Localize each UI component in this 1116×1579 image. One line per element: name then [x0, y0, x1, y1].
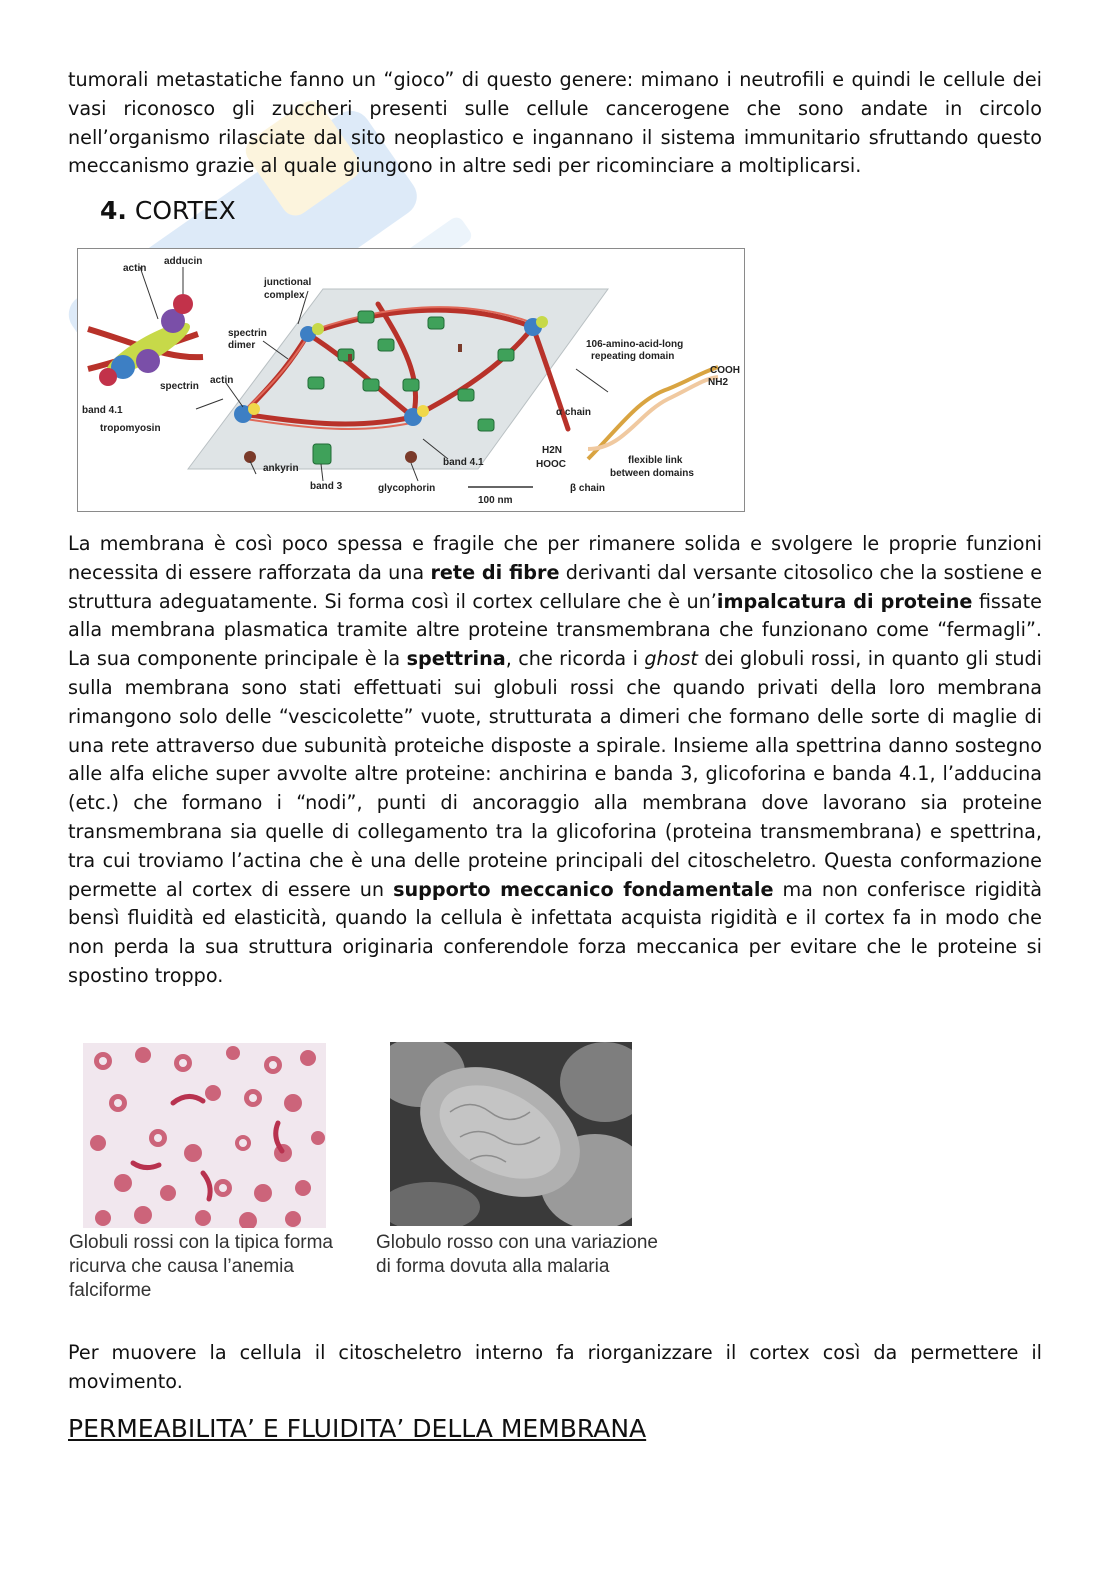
- caption-left-line-1: Globuli rossi con la tipica forma: [69, 1232, 333, 1253]
- label-flexible-1: flexible link: [628, 455, 683, 466]
- label-band41-left: band 4.1: [82, 405, 123, 416]
- label-spectrin-dimer-2: dimer: [228, 340, 256, 351]
- paragraph-movement: Per muovere la cellula il citoscheletro interno fa riorganizzare il cortex così da permettere il movimento.: [68, 1341, 1042, 1393]
- p2-text-3: fissate alla membrana plasmatica tramite altre proteine transmembrana che funzionano come “fermagli”. La sua componente principale è la: [68, 589, 1042, 671]
- label-repeating-1: 106-amino-acid-long: [586, 339, 684, 350]
- p2-text-6: ma non conferisce rigidità bensì fluidità ed elasticità, quando la cellula è infettata acquista rigidità e il cortex fa in modo che non perda la sua struttura originaria conferendole forza meccanica per evitare che le proteine si spostino troppo.: [68, 877, 1043, 987]
- malaria-cell-micrograph: [390, 1042, 632, 1226]
- label-repeating-2: repeating domain: [591, 351, 675, 362]
- label-band3: band 3: [310, 481, 343, 492]
- p2-text-5: dei globuli rossi, in quanto gli studi sulla membrana sono stati effettuati sui globuli rossi che quando privati della loro membrana rimangono solo delle “vescicolette” vuote, strutturata a dimeri che formano delle sorte di maglie di una rete attraverso due subunità proteiche disposte a spirale. Insieme alla spettrina danno sostegno alle alfa eliche super avvolte altre proteine: anchirina e banda 3, glicoforina e banda 4.1, l’adducina (etc.) che formano i “nodi”, punti di ancoraggio alla membrana dove lavorano sia proteine transmembrana sia quelle di collegamento tra la glicoforina (proteina transmembrana) e spettrina, tra cui troviamo l’actina che è una delle proteine principali del citoscheletro. Questa conformazione permette al cortex di essere un: [68, 647, 1043, 901]
- label-actin: actin: [123, 263, 147, 274]
- heading-title: CORTEX: [134, 196, 236, 225]
- p2-bold-impalcatura: impalcatura di proteine: [716, 589, 973, 613]
- label-alpha-chain: α chain: [556, 407, 592, 418]
- label-tropomyosin: tropomyosin: [100, 423, 161, 434]
- sickle-cell-micrograph: [83, 1043, 326, 1228]
- p2-text-4: , che ricorda i: [505, 647, 645, 671]
- p2-text-2: derivanti dal versante citosolico che la sostiene e struttura adeguatamente. Si forma così il cortex cellulare che è un’: [68, 560, 1042, 613]
- label-actin-2: actin: [210, 375, 234, 386]
- label-beta-chain: β chain: [570, 483, 605, 494]
- paragraph-cortex: [68, 530, 1042, 991]
- label-adducin: adducin: [164, 256, 203, 267]
- label-h2n: H2N: [542, 445, 563, 456]
- caption-sickle: [69, 1231, 333, 1303]
- p2-bold-supporto: supporto meccanico fondamentale: [393, 877, 774, 901]
- label-scale: 100 nm: [478, 495, 513, 506]
- caption-left-line-2: ricurva che causa l’anemia: [69, 1256, 294, 1277]
- p2-italic-ghost: ghost: [644, 647, 698, 671]
- section-title-permeability: PERMEABILITA’ E FLUIDITA’ DELLA MEMBRANA: [68, 1414, 647, 1443]
- label-flexible-2: between domains: [610, 468, 694, 479]
- label-junctional-1: junctional: [264, 277, 312, 288]
- label-spectrin-dimer-1: spectrin: [228, 328, 267, 339]
- caption-left-line-3: falciforme: [69, 1280, 152, 1301]
- p2-bold-rete: rete di fibre: [430, 560, 560, 584]
- cortex-diagram: [77, 248, 745, 512]
- label-band41-mid: band 4.1: [443, 457, 484, 468]
- label-junctional-2: complex: [264, 290, 305, 301]
- caption-right-line-1: Globulo rosso con una variazione: [376, 1232, 659, 1253]
- caption-right-line-2: di forma dovuta alla malaria: [376, 1256, 610, 1277]
- p2-bold-spettrina: spettrina: [406, 647, 506, 671]
- caption-malaria: [376, 1231, 658, 1279]
- label-cooh: COOH: [710, 365, 740, 376]
- label-spectrin: spectrin: [160, 381, 199, 392]
- paragraph-intro: tumorali metastatiche fanno un “gioco” di questo genere: mimano i neutrofili e quindi le cellule dei vasi riconosco gli zuccheri presenti sulle cellule cancerogene che sono andate in circolo nell’organismo rilasciate dal sito neoplastico e ingannano il sistema immunitario sfruttando questo meccanismo grazie al quale giungono in altre sedi per ricominciare a moltiplicarsi.: [68, 68, 1042, 178]
- label-nh2: NH2: [708, 377, 729, 388]
- label-hooc: HOOC: [536, 459, 566, 470]
- heading-cortex: [100, 196, 236, 225]
- label-ankyrin: ankyrin: [263, 463, 299, 474]
- label-glycophorin: glycophorin: [378, 483, 436, 494]
- heading-number: 4.: [100, 196, 127, 225]
- p2-text-1: La membrana è così poco spessa e fragile che per rimanere solida e svolgere le proprie funzioni necessita di essere rafforzata da una: [68, 532, 1042, 584]
